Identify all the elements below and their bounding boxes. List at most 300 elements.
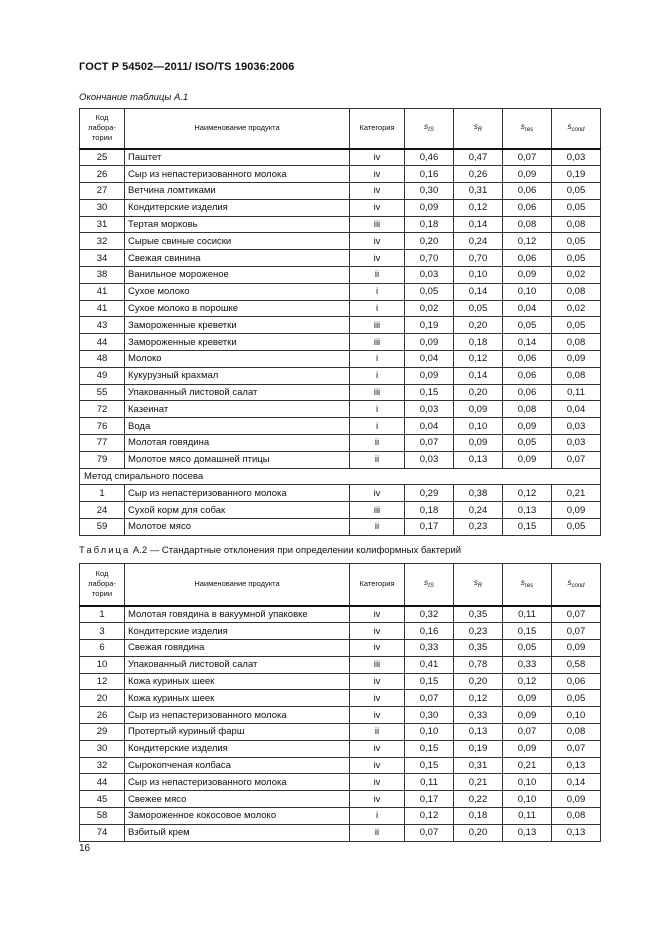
cell-s-res: 0,07 [503, 149, 552, 166]
cell-product-name: Сырокопченая колбаса [125, 757, 350, 774]
cell-product-name: Сухой корм для собак [125, 502, 350, 519]
cell-s-r: 0,12 [454, 351, 503, 368]
cell-s-r: 0,70 [454, 250, 503, 267]
cell-s-is: 0,15 [405, 757, 454, 774]
cell-s-res: 0,04 [503, 300, 552, 317]
table-row [80, 757, 601, 774]
cell-category: iv [350, 485, 405, 502]
table-row [80, 606, 601, 623]
table-row [80, 640, 601, 657]
table-header-row [80, 564, 601, 606]
cell-s-cond: 0,07 [552, 623, 601, 640]
cell-product-name: Протертый куриный фарш [125, 724, 350, 741]
cell-category: iv [350, 233, 405, 250]
cell-category: iii [350, 216, 405, 233]
cell-s-res: 0,10 [503, 791, 552, 808]
cell-s-res: 0,07 [503, 724, 552, 741]
table-row [80, 808, 601, 825]
cell-s-res: 0,09 [503, 707, 552, 724]
cell-s-is: 0,19 [405, 317, 454, 334]
cell-s-cond: 0,07 [552, 740, 601, 757]
cell-s-res: 0,09 [503, 166, 552, 183]
cell-lab-code: 58 [80, 808, 125, 825]
cell-category: ii [350, 724, 405, 741]
cell-category: iv [350, 183, 405, 200]
table-row [80, 623, 601, 640]
cell-category: iii [350, 384, 405, 401]
col-header-s-cond: $s_{cond}$ [552, 109, 601, 149]
cell-s-res: 0,10 [503, 774, 552, 791]
cell-s-cond: 0,05 [552, 183, 601, 200]
table-row [80, 300, 601, 317]
cell-s-cond: 0,08 [552, 283, 601, 300]
cell-s-res: 0,09 [503, 451, 552, 468]
cell-s-r: 0,14 [454, 216, 503, 233]
table-row [80, 183, 601, 200]
cell-s-res: 0,08 [503, 401, 552, 418]
cell-lab-code: 31 [80, 216, 125, 233]
cell-s-cond: 0,08 [552, 334, 601, 351]
cell-lab-code: 59 [80, 519, 125, 536]
cell-product-name: Молотая говядина [125, 435, 350, 452]
cell-product-name: Замороженные креветки [125, 317, 350, 334]
cell-s-is: 0,02 [405, 300, 454, 317]
cell-lab-code: 29 [80, 724, 125, 741]
cell-s-cond: 0,05 [552, 317, 601, 334]
table-row [80, 774, 601, 791]
col-header-category: Категория [350, 564, 405, 606]
cell-category: ii [350, 451, 405, 468]
cell-s-is: 0,07 [405, 824, 454, 841]
cell-s-cond: 0,58 [552, 656, 601, 673]
cell-s-r: 0,21 [454, 774, 503, 791]
cell-s-r: 0,20 [454, 824, 503, 841]
cell-product-name: Свежее мясо [125, 791, 350, 808]
cell-s-res: 0,09 [503, 740, 552, 757]
cell-s-r: 0,13 [454, 724, 503, 741]
cell-s-r: 0,09 [454, 435, 503, 452]
cell-s-is: 0,07 [405, 690, 454, 707]
section-label: Метод спирального посева [80, 468, 601, 485]
cell-product-name: Молотая говядина в вакуумной упаковке [125, 606, 350, 623]
cell-lab-code: 24 [80, 502, 125, 519]
cell-category: iv [350, 740, 405, 757]
cell-lab-code: 48 [80, 351, 125, 368]
cell-product-name: Молотое мясо домашней птицы [125, 451, 350, 468]
cell-s-res: 0,05 [503, 640, 552, 657]
table-row [80, 724, 601, 741]
cell-s-r: 0,12 [454, 199, 503, 216]
cell-product-name: Упакованный листовой салат [125, 656, 350, 673]
cell-lab-code: 55 [80, 384, 125, 401]
cell-product-name: Вода [125, 418, 350, 435]
cell-category: iv [350, 774, 405, 791]
cell-s-r: 0,78 [454, 656, 503, 673]
cell-s-is: 0,29 [405, 485, 454, 502]
table-row [80, 351, 601, 368]
cell-s-cond: 0,05 [552, 690, 601, 707]
table-row [80, 418, 601, 435]
cell-lab-code: 1 [80, 606, 125, 623]
cell-s-is: 0,15 [405, 740, 454, 757]
cell-category: iv [350, 757, 405, 774]
table-row [80, 740, 601, 757]
cell-s-r: 0,18 [454, 334, 503, 351]
cell-s-res: 0,08 [503, 216, 552, 233]
cell-s-res: 0,09 [503, 418, 552, 435]
table-row [80, 401, 601, 418]
cell-s-r: 0,24 [454, 502, 503, 519]
table-row [80, 334, 601, 351]
cell-s-is: 0,03 [405, 401, 454, 418]
cell-category: i [350, 808, 405, 825]
cell-category: iv [350, 250, 405, 267]
cell-category: ii [350, 824, 405, 841]
cell-s-is: 0,12 [405, 808, 454, 825]
cell-category: iii [350, 502, 405, 519]
cell-product-name: Молоко [125, 351, 350, 368]
col-header-s-res: $s_{res}$ [503, 109, 552, 149]
table-row [80, 435, 601, 452]
cell-s-r: 0,31 [454, 183, 503, 200]
table-row [80, 250, 601, 267]
table-a2 [79, 563, 601, 842]
cell-s-cond: 0,14 [552, 774, 601, 791]
cell-s-cond: 0,09 [552, 791, 601, 808]
cell-product-name: Взбитый крем [125, 824, 350, 841]
cell-s-is: 0,16 [405, 623, 454, 640]
cell-s-is: 0,04 [405, 351, 454, 368]
cell-s-res: 0,09 [503, 267, 552, 284]
cell-s-cond: 0,08 [552, 808, 601, 825]
cell-s-cond: 0,02 [552, 267, 601, 284]
cell-s-res: 0,15 [503, 519, 552, 536]
col-header-s-r: $s_R$ [454, 564, 503, 606]
cell-s-is: 0,11 [405, 774, 454, 791]
cell-lab-code: 1 [80, 485, 125, 502]
cell-s-is: 0,15 [405, 384, 454, 401]
cell-category: iii [350, 656, 405, 673]
table-row [80, 267, 601, 284]
cell-product-name: Сухое молоко в порошке [125, 300, 350, 317]
cell-category: iv [350, 149, 405, 166]
cell-product-name: Кукурузный крахмал [125, 367, 350, 384]
cell-s-cond: 0,10 [552, 707, 601, 724]
cell-category: i [350, 283, 405, 300]
cell-s-res: 0,14 [503, 334, 552, 351]
cell-s-r: 0,13 [454, 451, 503, 468]
cell-product-name: Упакованный листовой салат [125, 384, 350, 401]
cell-s-is: 0,18 [405, 216, 454, 233]
cell-lab-code: 32 [80, 233, 125, 250]
cell-s-r: 0,14 [454, 367, 503, 384]
col-header-name: Наименование продукта [125, 109, 350, 149]
cell-s-cond: 0,07 [552, 451, 601, 468]
col-header-s-is: $s_{IS}$ [405, 109, 454, 149]
cell-s-cond: 0,03 [552, 418, 601, 435]
cell-s-cond: 0,05 [552, 199, 601, 216]
cell-category: i [350, 351, 405, 368]
table-row [80, 199, 601, 216]
cell-s-is: 0,09 [405, 334, 454, 351]
cell-s-r: 0,10 [454, 418, 503, 435]
cell-s-r: 0,31 [454, 757, 503, 774]
cell-product-name: Сыр из непастеризованного молока [125, 485, 350, 502]
cell-product-name: Сухое молоко [125, 283, 350, 300]
cell-s-cond: 0,19 [552, 166, 601, 183]
cell-s-cond: 0,13 [552, 824, 601, 841]
cell-s-cond: 0,21 [552, 485, 601, 502]
cell-s-res: 0,06 [503, 384, 552, 401]
cell-category: ii [350, 267, 405, 284]
cell-s-is: 0,16 [405, 166, 454, 183]
col-header-code: Код лабора-тории [80, 109, 125, 149]
cell-product-name: Кондитерские изделия [125, 623, 350, 640]
table-row [80, 656, 601, 673]
cell-category: i [350, 367, 405, 384]
cell-product-name: Казеинат [125, 401, 350, 418]
cell-category: ii [350, 519, 405, 536]
cell-product-name: Свежая говядина [125, 640, 350, 657]
cell-s-cond: 0,05 [552, 519, 601, 536]
cell-s-cond: 0,05 [552, 233, 601, 250]
cell-s-r: 0,20 [454, 317, 503, 334]
cell-s-r: 0,19 [454, 740, 503, 757]
col-header-name: Наименование продукта [125, 564, 350, 606]
table-a1-continuation [79, 108, 601, 536]
cell-lab-code: 38 [80, 267, 125, 284]
cell-s-cond: 0,05 [552, 250, 601, 267]
cell-category: iv [350, 166, 405, 183]
table-row [80, 502, 601, 519]
cell-lab-code: 25 [80, 149, 125, 166]
cell-s-res: 0,05 [503, 317, 552, 334]
cell-s-res: 0,06 [503, 351, 552, 368]
table-row [80, 673, 601, 690]
cell-s-res: 0,06 [503, 250, 552, 267]
cell-s-res: 0,06 [503, 367, 552, 384]
cell-s-res: 0,06 [503, 183, 552, 200]
cell-lab-code: 41 [80, 300, 125, 317]
cell-product-name: Кондитерские изделия [125, 740, 350, 757]
cell-lab-code: 76 [80, 418, 125, 435]
cell-category: iv [350, 640, 405, 657]
cell-s-res: 0,11 [503, 606, 552, 623]
cell-s-cond: 0,03 [552, 435, 601, 452]
cell-lab-code: 45 [80, 791, 125, 808]
cell-category: iii [350, 334, 405, 351]
cell-product-name: Кожа куриных шеек [125, 673, 350, 690]
table-row [80, 791, 601, 808]
cell-s-r: 0,24 [454, 233, 503, 250]
cell-s-r: 0,23 [454, 623, 503, 640]
cell-s-cond: 0,07 [552, 606, 601, 623]
cell-s-res: 0,09 [503, 690, 552, 707]
table-row [80, 707, 601, 724]
cell-s-is: 0,03 [405, 267, 454, 284]
cell-s-res: 0,12 [503, 673, 552, 690]
cell-s-is: 0,10 [405, 724, 454, 741]
cell-s-r: 0,10 [454, 267, 503, 284]
cell-product-name: Свежая свинина [125, 250, 350, 267]
cell-lab-code: 74 [80, 824, 125, 841]
cell-s-res: 0,06 [503, 199, 552, 216]
cell-s-is: 0,09 [405, 199, 454, 216]
cell-category: i [350, 401, 405, 418]
cell-s-is: 0,70 [405, 250, 454, 267]
cell-s-is: 0,17 [405, 519, 454, 536]
cell-s-cond: 0,11 [552, 384, 601, 401]
cell-s-is: 0,09 [405, 367, 454, 384]
cell-s-r: 0,35 [454, 640, 503, 657]
col-header-s-res: $s_{res}$ [503, 564, 552, 606]
cell-s-r: 0,20 [454, 673, 503, 690]
table-row [80, 451, 601, 468]
cell-lab-code: 6 [80, 640, 125, 657]
cell-s-cond: 0,06 [552, 673, 601, 690]
cell-product-name: Ванильное мороженое [125, 267, 350, 284]
cell-s-r: 0,12 [454, 690, 503, 707]
table2-caption: Таблица А.2 — Стандартные отклонения при определении колиформных бактерий [79, 545, 462, 556]
cell-lab-code: 27 [80, 183, 125, 200]
cell-s-r: 0,26 [454, 166, 503, 183]
cell-product-name: Тертая морковь [125, 216, 350, 233]
cell-lab-code: 3 [80, 623, 125, 640]
cell-s-res: 0,11 [503, 808, 552, 825]
cell-s-cond: 0,13 [552, 757, 601, 774]
table-row [80, 367, 601, 384]
cell-s-is: 0,20 [405, 233, 454, 250]
cell-s-cond: 0,02 [552, 300, 601, 317]
cell-s-res: 0,10 [503, 283, 552, 300]
document-title: ГОСТ Р 54502—2011/ ISO/TS 19036:2006 [79, 61, 295, 73]
cell-s-is: 0,30 [405, 707, 454, 724]
cell-product-name: Замороженное кокосовое молоко [125, 808, 350, 825]
table-row [80, 485, 601, 502]
table-row [80, 149, 601, 166]
cell-s-is: 0,41 [405, 656, 454, 673]
table-row [80, 384, 601, 401]
cell-product-name: Сыр из непастеризованного молока [125, 166, 350, 183]
cell-product-name: Молотое мясо [125, 519, 350, 536]
cell-lab-code: 41 [80, 283, 125, 300]
cell-product-name: Паштет [125, 149, 350, 166]
cell-s-cond: 0,04 [552, 401, 601, 418]
cell-category: i [350, 418, 405, 435]
cell-s-is: 0,33 [405, 640, 454, 657]
cell-product-name: Сыр из непастеризованного молока [125, 707, 350, 724]
cell-lab-code: 34 [80, 250, 125, 267]
cell-s-r: 0,23 [454, 519, 503, 536]
cell-s-r: 0,47 [454, 149, 503, 166]
cell-product-name: Кондитерские изделия [125, 199, 350, 216]
table-row [80, 283, 601, 300]
cell-s-is: 0,32 [405, 606, 454, 623]
cell-s-is: 0,17 [405, 791, 454, 808]
cell-s-res: 0,05 [503, 435, 552, 452]
cell-s-r: 0,35 [454, 606, 503, 623]
cell-s-res: 0,33 [503, 656, 552, 673]
cell-s-cond: 0,09 [552, 640, 601, 657]
col-header-category: Категория [350, 109, 405, 149]
table-section-row [80, 468, 601, 485]
cell-s-cond: 0,03 [552, 149, 601, 166]
cell-category: iv [350, 791, 405, 808]
cell-product-name: Сыр из непастеризованного молока [125, 774, 350, 791]
table-row [80, 824, 601, 841]
cell-lab-code: 12 [80, 673, 125, 690]
col-header-s-cond: $s_{cond}$ [552, 564, 601, 606]
table-row [80, 166, 601, 183]
table-header-row [80, 109, 601, 149]
cell-lab-code: 30 [80, 740, 125, 757]
cell-s-res: 0,15 [503, 623, 552, 640]
cell-product-name: Ветчина ломтиками [125, 183, 350, 200]
cell-lab-code: 32 [80, 757, 125, 774]
cell-s-r: 0,33 [454, 707, 503, 724]
cell-lab-code: 43 [80, 317, 125, 334]
cell-s-r: 0,09 [454, 401, 503, 418]
cell-s-is: 0,07 [405, 435, 454, 452]
cell-lab-code: 79 [80, 451, 125, 468]
cell-s-res: 0,12 [503, 233, 552, 250]
cell-s-is: 0,15 [405, 673, 454, 690]
cell-s-res: 0,21 [503, 757, 552, 774]
cell-lab-code: 26 [80, 707, 125, 724]
cell-s-cond: 0,09 [552, 502, 601, 519]
cell-s-is: 0,04 [405, 418, 454, 435]
cell-s-is: 0,46 [405, 149, 454, 166]
cell-category: iii [350, 317, 405, 334]
cell-category: iv [350, 623, 405, 640]
cell-s-cond: 0,09 [552, 351, 601, 368]
table-row [80, 216, 601, 233]
cell-s-cond: 0,08 [552, 724, 601, 741]
table1-caption: Окончание таблицы А.1 [79, 92, 189, 103]
cell-lab-code: 49 [80, 367, 125, 384]
cell-s-is: 0,03 [405, 451, 454, 468]
cell-lab-code: 26 [80, 166, 125, 183]
cell-lab-code: 44 [80, 774, 125, 791]
cell-category: iv [350, 690, 405, 707]
cell-lab-code: 72 [80, 401, 125, 418]
cell-category: iv [350, 707, 405, 724]
col-header-code: Код лабора-тории [80, 564, 125, 606]
col-header-s-is: $s_{IS}$ [405, 564, 454, 606]
cell-s-is: 0,30 [405, 183, 454, 200]
cell-product-name: Сырые свиные сосиски [125, 233, 350, 250]
cell-s-res: 0,13 [503, 502, 552, 519]
cell-s-res: 0,13 [503, 824, 552, 841]
cell-lab-code: 77 [80, 435, 125, 452]
cell-category: iv [350, 199, 405, 216]
cell-s-r: 0,18 [454, 808, 503, 825]
cell-s-r: 0,20 [454, 384, 503, 401]
cell-s-r: 0,38 [454, 485, 503, 502]
table-row [80, 233, 601, 250]
cell-s-cond: 0,08 [552, 367, 601, 384]
table-row [80, 690, 601, 707]
cell-category: ii [350, 435, 405, 452]
cell-product-name: Кожа куриных шеек [125, 690, 350, 707]
page-number: 16 [79, 843, 91, 854]
col-header-s-r: $s_R$ [454, 109, 503, 149]
cell-lab-code: 30 [80, 199, 125, 216]
cell-lab-code: 10 [80, 656, 125, 673]
cell-s-r: 0,22 [454, 791, 503, 808]
cell-s-r: 0,05 [454, 300, 503, 317]
table-row [80, 317, 601, 334]
